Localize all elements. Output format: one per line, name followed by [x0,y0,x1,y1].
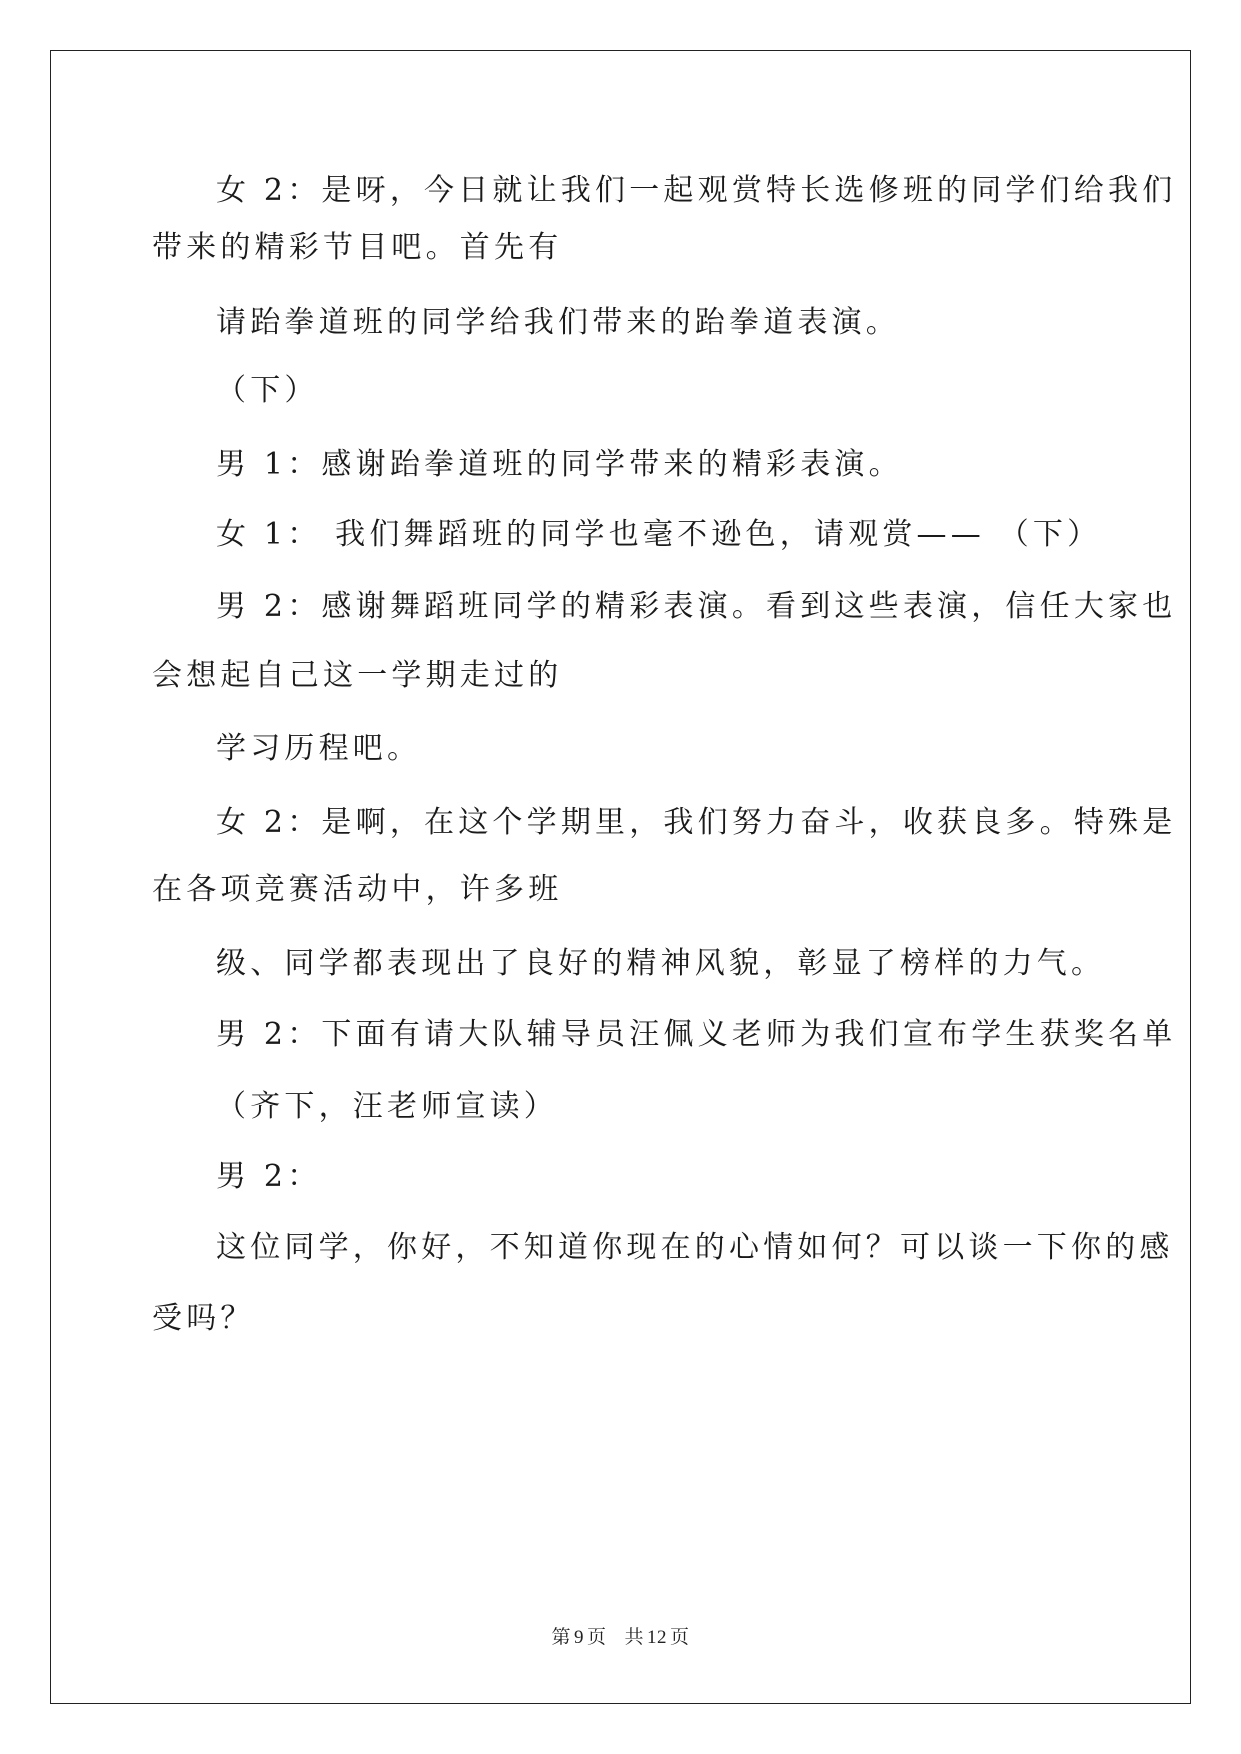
footer-page-number: 9 [573,1627,584,1648]
page-footer [0,1622,1241,1649]
paragraph-line: 男 2： [216,1159,322,1194]
footer-total-suffix: 页 [670,1626,690,1648]
paragraph-line: 这位同学，你好，不知道你现在的心情如何？可以谈一下你的感 [216,1230,1174,1265]
paragraph-line: 男 2：感谢舞蹈班同学的精彩表演。看到这些表演，信任大家也 [216,589,1177,624]
paragraph-line: （下） [216,373,319,408]
footer-page-suffix: 页 [586,1626,607,1648]
paragraph-line: 学习历程吧。 [216,731,422,766]
paragraph-line: （齐下，汪老师宣读） [216,1089,558,1124]
paragraph-line: 女 2：是啊，在这个学期里，我们努力奋斗，收获良多。特殊是 [216,805,1177,840]
paragraph-line: 男 1：感谢跆拳道班的同学带来的精彩表演。 [216,447,903,482]
paragraph-line: 级、同学都表现出了良好的精神风貌，彰显了榜样的力气。 [216,946,1106,981]
paragraph-line: 男 2：下面有请大队辅导员汪佩义老师为我们宣布学生获奖名单 [216,1017,1177,1052]
paragraph-line: 请跆拳道班的同学给我们带来的跆拳道表演。 [216,305,900,340]
paragraph-line: 女 1： 我们舞蹈班的同学也毫不逊色，请观赏—— （下） [216,517,1102,552]
paragraph-line: 会想起自己这一学期走过的 [152,658,563,693]
footer-prefix: 第 [551,1626,571,1648]
paragraph-line: 受吗？ [152,1301,255,1336]
paragraph-line: 在各项竞赛活动中，许多班 [152,872,563,907]
footer-total-prefix: 共 [624,1626,645,1648]
paragraph-line: 女 2：是呀，今日就让我们一起观赏特长选修班的同学们给我们 [216,173,1177,208]
footer-total-pages: 12 [647,1627,668,1648]
paragraph-line: 带来的精彩节目吧。首先有 [152,230,563,265]
